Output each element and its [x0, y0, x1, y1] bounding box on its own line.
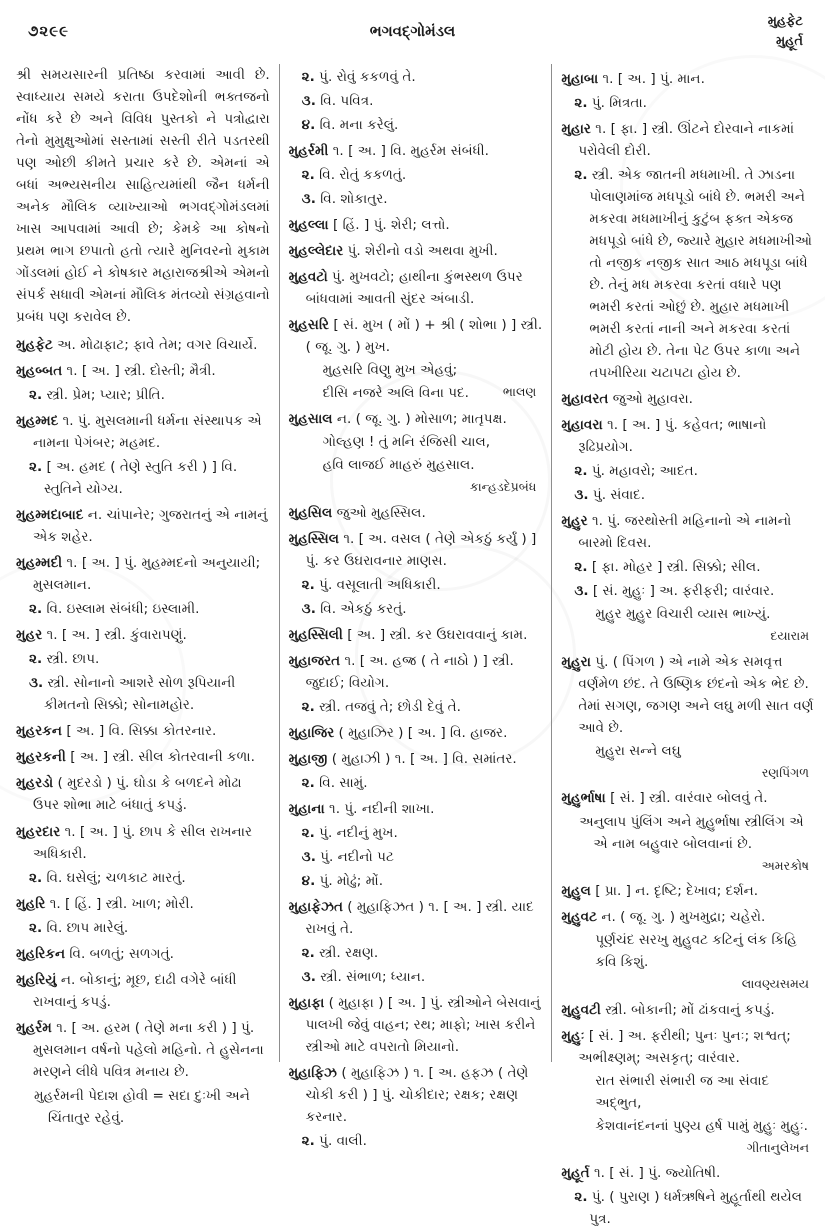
sense-line: ૨. પું. મિત્રતા. [574, 95, 647, 112]
sense-line: ૪. વિ. મના કરેલું. [301, 117, 399, 134]
dictionary-entry: મુહર્રમી ૧. [ અ. ] વિ. મુહર્રમ સંબંધી. [288, 143, 489, 160]
dictionary-entry: મુહરિકન વિ. બળતું; સળગતું. [16, 945, 174, 962]
headword-text: ૨. [29, 387, 43, 404]
book-title: ભગવદ્ગોમંડલ [369, 22, 456, 40]
headword-text: મુહલ્લેદાર [288, 243, 344, 260]
headword-text: મુહમ્મદાબાદ [16, 507, 84, 524]
sense-line: ૨. [ અ. હમદ ( તેણે સ્તુતિ કરી ) ] વિ. સ્તુતિને યોગ્ય. [29, 459, 238, 498]
dictionary-entry: મુહસ્સિલી [ અ. ] સ્ત્રી. કર ઉઘરાવવાનું કામ. [288, 626, 528, 643]
headword-text: મુહરકની [16, 749, 66, 766]
headword-text: ૨. [301, 944, 315, 961]
headword-text: ૨. [301, 69, 315, 85]
headword-text: મુહર્રમી [288, 143, 329, 160]
sense-line: ૨. સ્ત્રી. રક્ષણ. [301, 944, 379, 961]
dictionary-entry: મુહસાલ ન. ( જૂ. ગુ. ) મોસાળ; માતૃપક્ષ. [288, 411, 507, 428]
headword-text: ૨. [29, 919, 43, 936]
headword-text: મુહાબા [561, 71, 599, 87]
dictionary-entry: મુહાજી ( મુહાઝી ) ૧. [ અ. ] વિ. સમાંતર. [288, 750, 517, 767]
dictionary-entry: મુહાફિઝ ( મુહાફિઝ ) ૧. [ અ. હફઝ ( તેણે ચોકી કરી ) ] પું. ચોકીદાર; રક્ષક; રક્ષણ કરનાર. [288, 1064, 529, 1125]
column-right [552, 64, 815, 1227]
headword-text: ૩. [574, 583, 589, 600]
dictionary-entry: મુહાવરત જુઓ મુહાવરા. [561, 391, 693, 408]
page-header [0, 0, 825, 62]
dictionary-entry: મુહુર્ભાષા [ સં. ] સ્ત્રી. વારંવાર બોલવું તે. [561, 789, 768, 806]
attribution: દયારામ [770, 628, 810, 644]
dictionary-entry: મુહલ્લા [ હિં. ] પું. શેરી; લત્તો. [288, 217, 450, 234]
headword-text: મુહરદાર [16, 823, 61, 840]
attribution: અમરકોષ [761, 858, 810, 873]
headword-text: મુહાર [561, 121, 591, 138]
headword-text: ૨. [301, 167, 315, 184]
sense-line: ૨. સ્ત્રી. તજવું તે; છોડી દેવું તે. [301, 698, 461, 715]
headword-text: મુહાફા [288, 994, 325, 1011]
sense-line: ૨. [ ફા. મોહર ] સ્ત્રી. સિક્કો; સીલ. [574, 559, 761, 576]
column-left [16, 64, 280, 1126]
headword-text: ૨. [574, 95, 588, 112]
headword-text: ૨. [29, 459, 43, 476]
quote-line: મુહુર મુહુર વિચારી વ્યાસ ભાખ્યું. [595, 606, 771, 623]
sense-line: ૨. સ્ત્રી. છાપ. [29, 651, 100, 668]
column-middle [280, 64, 553, 1149]
quote-line: રાત સંભારી સંભારી જ આ સંવાદ અદ્ભુત, [595, 1072, 770, 1111]
sense-line: ૩. વિ. પવિત્ર. [301, 93, 374, 110]
guide-word-last: મુહૂર્ત [775, 34, 803, 50]
headword-text: મુહુર્ભાષા [561, 789, 606, 806]
headword-text: મુહર્રમ [16, 1019, 52, 1036]
headword-text: ૩. [301, 600, 316, 617]
headword-text: મુહુરા [561, 653, 591, 670]
dictionary-entry: મુહર્રમ ૧. [ અ. હરમ ( તેણે મના કરી ) ] પું. મુસલમાન વર્ષનો પહેલો મહિનો. તે હુસેનના મરણને લીધે પવિત્ર મનાય છે. [16, 1019, 264, 1080]
headword-text: મુહસરિ [288, 317, 330, 334]
sense-line: ૩. સ્ત્રી. સોનાનો આશરે સોળ રૂપિયાની કીમતનો સિક્કો; સોનામહોર. [29, 675, 236, 714]
sense-line: ૩. વિ. શોકાતુર. [301, 191, 388, 208]
sense-line: ૩. વિ. એકઠું કરતું. [301, 600, 407, 617]
sense-line: ૨. વિ. ઇસ્લામ સંબંધી; ઇસ્લામી. [29, 601, 200, 618]
dictionary-entry: મુહબ્બત ૧. [ અ. ] સ્ત્રી. દોસ્તી; મૈત્રી. [16, 363, 216, 380]
headword-text: ૨. [301, 824, 315, 841]
dictionary-entry: મુહાફા ( મુહાફા ) [ અ. ] પું. સ્ત્રીઓને બેસવાનું પાલખી જેવું વાહન; રથ; માફો; ખાસ કરીને સ્ત્રીઓ માટે વપરાતો મિયાનો. [288, 994, 541, 1055]
sense-line: ૪. પું. મોઢું; મોં. [301, 872, 384, 889]
dictionary-entry: મુહુઃ [ સં. ] અ. ફરીથી; પુનઃ પુનઃ; શશ્વત્; અભીક્ષ્ણમ્; અસકૃત્; વારંવાર. [561, 1027, 791, 1066]
quote-line: ગોલ્હણ ! તું મનિ રંજિસી ચાલ, [322, 434, 491, 451]
sense-line: ૨. પું. વસૂલાતી અધિકારી. [301, 576, 441, 593]
headword-text: ૩. [29, 675, 44, 692]
sense-line: ૩. [ સં. મુહુઃ ] અ. ફરીફરી; વારંવાર. [574, 583, 775, 600]
intro-paragraph: શ્રી સમયસારની પ્રતિષ્ઠા કરવામાં આવી છે. સ્વાધ્યાય સમયે કરાતા ઉપદેશોની ભક્તજનો નોંધ કરે છે અને વિવિધ પુસ્તકો ને પત્રોદ્વારા તેનો મુમુક્ષુઓમાં સસ્તામાં સસ્તી રીતે પડતરથી પણ ઓછી કીમતે પ્રચાર કરે છે. એમનાં એ બધાં અભ્યસનીય સાહિત્યમાંથી જૈન ધર્મની અનેક મૌલિક વ્યાખ્યાઓ ભગવદ્ગોમંડલમાં ખાસ આપવામાં આવી છે; કેમકે આ કોષનો પ્રથમ ભાગ છપાતો હતો ત્યારે મુનિવરનો મુકામ ગોંડલમાં હોઈ ને કોષકાર મહારાજશ્રીએ એમનો સંપર્ક સધાવી એમનાં મૌલિક મંતવ્યો સંગ્રહવાનો પ્રબંધ પણ કરાવેલ છે. [16, 67, 270, 326]
sense-line: ૨. વિ. ઘસેલું; ચળકાટ મારતું. [29, 869, 186, 886]
dictionary-entry: મુહુલ [ પ્રા. ] ન. દૃષ્ટિ; દેખાવ; દર્શન. [561, 883, 759, 900]
sense-line: ૩. સ્ત્રી. સંભાળ; ધ્યાન. [301, 968, 426, 985]
headword-text: મુહફેટ [16, 337, 53, 354]
headword-text: મુહુર [561, 513, 588, 530]
dictionary-entry: મુહાર ૧. [ ફા. ] સ્ત્રી. ઊંટને દોરવાને નાકમાં પરોવેલી દોરી. [561, 121, 795, 160]
headword-text: મુહમ્મદી [16, 555, 63, 572]
dictionary-entry: મુહુવટ ન. ( જૂ. ગુ. ) મુખમુદ્રા; ચહેરો. [561, 909, 766, 926]
sense-line: ૨. પું. નદીનું મુખ. [301, 824, 398, 841]
quote-line [289, 382, 543, 404]
sense-line: ૨. વિ. રોતું કકળતું. [301, 167, 407, 184]
headword-text: ૨. [29, 601, 43, 618]
attribution: રણપિંગળ [761, 764, 810, 780]
sense-line: ૩. પું. નદીનો પટ [301, 848, 394, 865]
headword-text: મુહરિકન [16, 945, 66, 962]
headword-text: મુહસિલ [288, 504, 333, 521]
headword-text: મુહુલ [561, 883, 591, 900]
headword-text: ૩. [301, 191, 316, 208]
headword-text: મુહુઃ [561, 1027, 585, 1044]
quote-line: મુહસરિ વિણુ મુખ એહવું; [322, 362, 458, 379]
headword-text: ૩. [301, 93, 316, 110]
headword-text: ૨. [574, 559, 588, 576]
dictionary-entry: મુહસરિ [ સં. મુખ ( મોં ) + શ્રી ( શોભા ) ] સ્ત્રી. ( જૂ. ગુ. ) મુખ. [288, 317, 543, 356]
headword-text: ૨. [301, 698, 315, 715]
sense-line: ૨. પું. મહાવરો; આદત. [574, 463, 698, 480]
dictionary-entry: મુહરિયું ન. બોકાનું; મૂછ, દાઢી વગેરે બાંધી રાખવાનું કપડું. [16, 971, 237, 1010]
headword-text: મુહાના [288, 800, 325, 817]
dictionary-entry: મુહાજરત ૧. [ અ. હજ્ર ( તે નાઠો ) ] સ્ત્રી. જુદાઈ; વિયોગ. [288, 652, 514, 691]
dictionary-entry: મુહાના ૧. પું. નદીની શાખા. [288, 800, 435, 817]
headword-text: ૨. [29, 869, 43, 886]
page-number: ૭૨૯૯ [28, 22, 69, 40]
dictionary-entry: મુહૂર્ત ૧. [ સં. ] પું. જ્યોતિષી. [561, 1164, 721, 1181]
attribution: કાન્હડદેપ્રબંધ [469, 479, 537, 495]
dictionary-entry: મુહુરા પું. ( પિંગળ ) એ નામે એક સમવૃત્ત વર્ણમેળ છંદ. તે ઉષ્ણિક છંદનો એક ભેદ છે. તેમાં સગણ, જગણ અને લઘુ મળી સાત વર્ણ આવે છે. [561, 653, 814, 736]
headword-text: મુહવટો [288, 269, 328, 286]
dictionary-entry: મુહાવરા ૧. [ અ. ] પું. કહેવત; ભાષાનો રૂઢિપ્રયોગ. [561, 417, 767, 456]
quote-line: હવિ લાજઈ માહરું મુહસાલ. [322, 457, 475, 474]
sense-line: ૨. પું. રોવું કકળવું તે. [301, 69, 416, 85]
dictionary-entry: મુહફેટ અ. મોઢાફાટ; ફાવે તેમ; વગર વિચાર્યે. [16, 337, 258, 354]
dictionary-entry: મુહલ્લેદાર પું. શેરીનો વડો અથવા મુખી. [288, 243, 498, 260]
idiom-line: મુહર્રમની પેદાશ હોવી = સદા દુઃખી અને ચિંતાતુર રહેવું. [34, 1087, 250, 1126]
sense-line: ૩. પું. સંવાદ. [574, 487, 646, 504]
dictionary-entry: મુહુવટી સ્ત્રી. બોકાની; મોં ઢાંકવાનું કપડું. [561, 1001, 775, 1018]
dictionary-entry: મુહર ૧. [ અ. ] સ્ત્રી. કુંવારાપણું. [16, 627, 187, 644]
headword-text: મુહુવટી [561, 1001, 601, 1018]
headword-text: ૨. [29, 651, 43, 668]
dictionary-entry: મુહાફેઝત ( મુહાફિઝત ) ૧. [ અ. ] સ્ત્રી. યાદ રાખવું તે. [288, 898, 534, 937]
text-columns [16, 64, 815, 1227]
attribution: ગીતાનુલેખન [746, 1139, 810, 1155]
headword-text: ૨. [301, 1132, 315, 1149]
dictionary-entry: મુહમ્મદી ૧. [ અ. ] પું. મુહમ્મદનો અનુયાયી; મુસલમાન. [16, 555, 261, 594]
headword-text: મુહૂર્ત [561, 1164, 590, 1181]
sense-line: ૨. પું. ( પુરાણ ) ધર્મઋષિને મુહૂર્તાથી થયેલ પુત્ર. [574, 1188, 803, 1227]
headword-text: મુહાફેઝત [288, 898, 343, 915]
dictionary-entry: મુહસિલ જુઓ મુહસ્સિલ. [288, 504, 426, 521]
dictionary-entry: મુહરદાર ૧. [ અ. ] પું. છાપ કે સીલ રાખનાર અધિકારી. [16, 823, 252, 862]
dictionary-entry: મુહમ્મદ ૧. પું. મુસલમાની ધર્મના સંસ્થાપક એ નામના પેગંબર; મહમદ. [16, 413, 262, 452]
sense-line: ૨. વિ. સામું. [301, 774, 368, 791]
dictionary-entry: મુહરકન [ અ. ] વિ. સિક્કા કોતરનાર. [16, 723, 217, 740]
headword-text: મુહાજી [288, 750, 328, 767]
headword-text: મુહરડો [16, 775, 54, 792]
dictionary-entry: મુહુર ૧. પું. જરથોસ્તી મહિનાનો એ નામનો બારમો દિવસ. [561, 513, 792, 552]
headword-text: ૨. [574, 167, 588, 184]
guide-word-first: મુહફેટ [767, 14, 803, 29]
dictionary-entry: મુહરિ ૧. [ હિં. ] સ્ત્રી. ખાળ; મોરી. [16, 895, 194, 912]
sense-line: ૨. વિ. છાપ મારેલું. [29, 919, 129, 936]
guide-words [768, 12, 803, 52]
sense-line: ૨. પું. વાલી. [301, 1132, 367, 1149]
headword-text: ૩. [574, 487, 589, 504]
headword-text: ૨. [574, 1188, 588, 1205]
headword-text: મુહાજિર [288, 724, 335, 741]
attribution: લાવણ્યસમય [741, 976, 810, 992]
headword-text: મુહરિ [16, 895, 46, 912]
dictionary-entry: મુહસ્સિલ ૧. [ અ. વસલ ( તેણે એકઠું કર્યું ) ] પું. કર ઉઘરાવનાર માણસ. [288, 530, 537, 569]
headword-text: મુહાવરત [561, 391, 609, 408]
dictionary-entry: મુહરકની [ અ. ] સ્ત્રી. સીલ કોતરવાની કળા. [16, 749, 255, 766]
headword-text: મુહુવટ [561, 909, 597, 926]
headword-text: મુહરકન [16, 723, 63, 740]
sense-line: ૨. સ્ત્રી. એક જાતની મધમાખી. તે ઝાડના પોલાણમાંજ મધપૂડો બાંધે છે. ભમરી અને મકરવા મધમાખીનું કુટુંબ ફક્ત એકજ મધપૂડો બાંધે છે, જ્યારે મુહાર મધમાખીઓ તો નજીક નજીક સાત આઠ મધપૂડા બાંધે છે. તેનું મધ મકરવા કરતાં વધારે પણ ભમરી કરતાં ઓછું છે. મુહાર મધમાખી ભમરી કરતાં નાની અને મકરવા કરતાં મોટી હોય છે. તેના પેટ ઉપર કાળા અને તપખીરિયા ચટાપટા હોય છે. [574, 167, 813, 382]
headword-text: મુહસ્સિલી [288, 626, 343, 643]
quote-text: દીસિ નજરે અલિ વિના પદ. [322, 385, 469, 402]
dictionary-entry: મુહવટો પું. મુખવટો; હાથીના કુંભસ્થળ ઉપર બાંધવામાં આવતી સુંદર અંબાડી. [288, 269, 523, 308]
quote-line: પૂર્ણચંદ સરખુ મુહુવટ કટિનું લંક કિહિ કવિ કિશું. [595, 932, 797, 971]
quote-line: કેશવાનંદનનાં પુણ્ય હર્ષ પામું મુહુઃ મુહુઃ. [595, 1117, 808, 1134]
headword-text: મુહસ્સિલ [288, 530, 340, 547]
dictionary-entry: મુહાજિર ( મુહાઝિર ) [ અ. ] વિ. હાજર. [288, 724, 508, 741]
headword-text: ૨. [301, 576, 315, 593]
headword-text: મુહલ્લા [288, 217, 329, 234]
headword-text: મુહર [16, 627, 43, 644]
headword-text: મુહબ્બત [16, 363, 63, 380]
sense-line: ૨. સ્ત્રી. પ્રેમ; પ્યાર; પ્રીતિ. [29, 387, 165, 404]
headword-text: ૨. [301, 774, 315, 791]
attribution: ભાલણ [502, 384, 537, 400]
quote-line: મુહુરા સન્ને લઘુ [595, 742, 681, 759]
headword-text: ૨. [574, 463, 588, 480]
headword-text: મુહરિયું [16, 971, 57, 988]
dictionary-entry: મુહરડો ( મુદરડો ) પું. ઘોડા કે બળદને મોઢા ઉપર શોભા માટે બંધાતું કપડું. [16, 775, 242, 814]
headword-text: ૩. [301, 848, 316, 865]
headword-text: મુહાફિઝ [288, 1064, 338, 1081]
headword-text: મુહસાલ [288, 411, 333, 428]
headword-text: ૪. [301, 872, 316, 889]
headword-text: ૪. [301, 117, 316, 134]
dictionary-entry: મુહમ્મદાબાદ ન. ચાંપાનેર; ગુજરાતનું એ નામનું એક શહેર. [16, 507, 268, 546]
dictionary-entry: મુહાબા ૧. [ અ. ] પું. માન. [561, 71, 705, 87]
idiom-line: અનુલાપ પુંલિંગ અને મુહુર્ભાષા સ્ત્રીલિંગ એ એ નામ બહુવાર બોલવાનાં છે. [579, 813, 804, 852]
headword-text: મુહાજરત [288, 652, 341, 669]
headword-text: મુહાવરા [561, 417, 603, 434]
headword-text: ૩. [301, 968, 316, 985]
headword-text: મુહમ્મદ [16, 413, 59, 430]
